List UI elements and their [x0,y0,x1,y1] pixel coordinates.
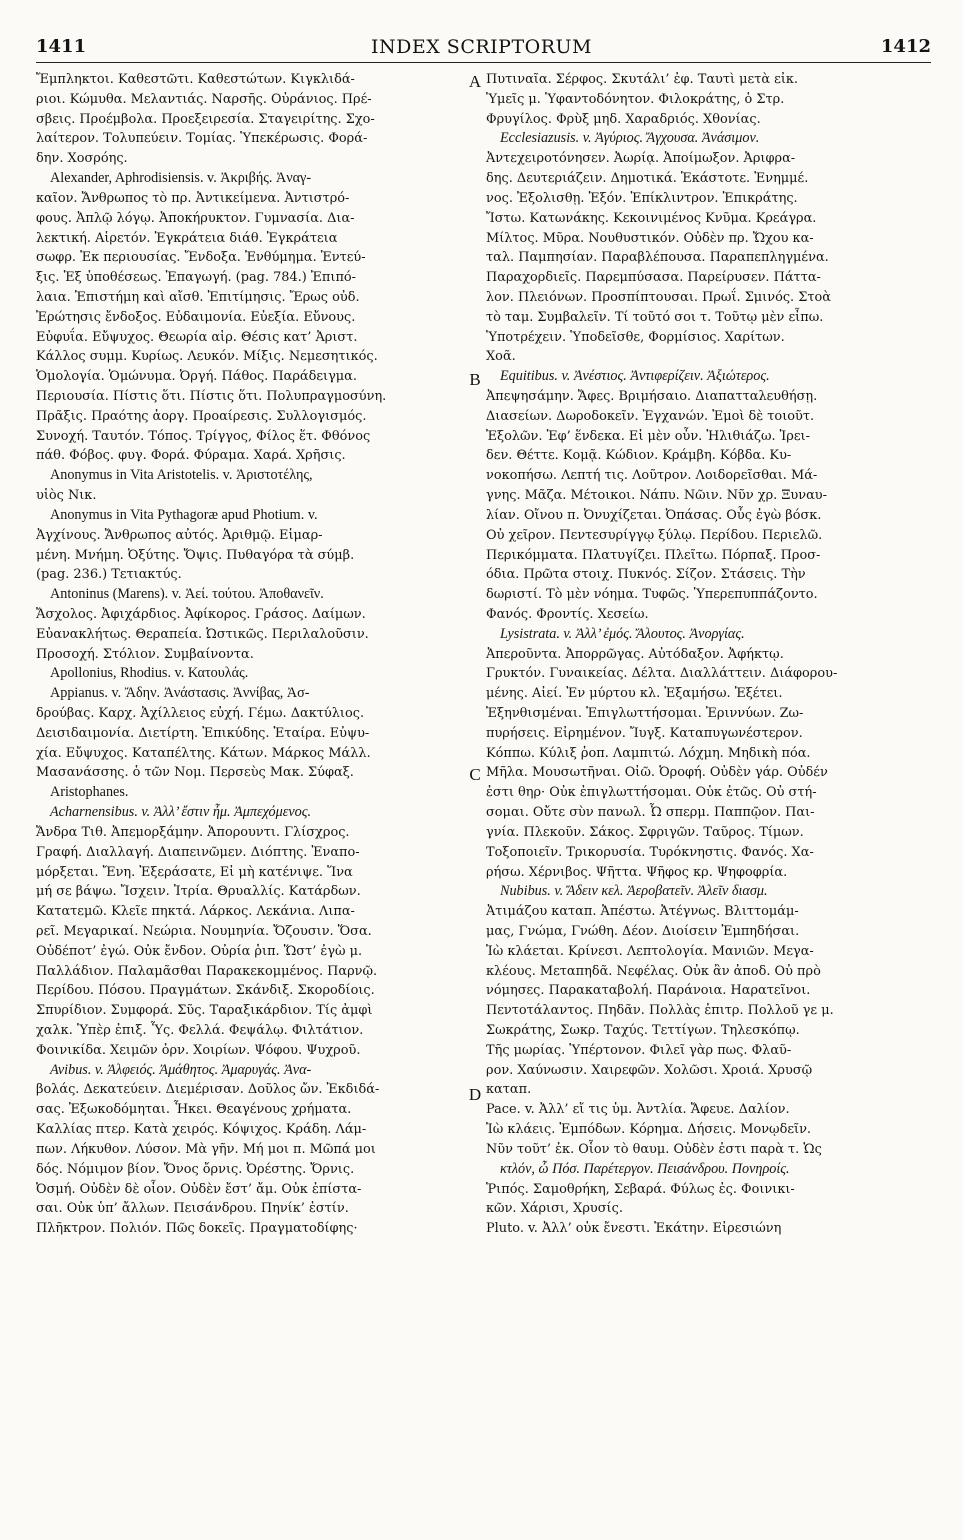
index-line: Anonymus in Vita Pythagoræ apud Photium. v. [50,506,318,523]
right-column [486,70,930,1239]
index-line: χία. Εὔψυχος. Καταπέλτης. Κάτων. Μάρκος Μάλλ. [36,745,371,761]
index-line: Ἐξηνθισμέναι. Ἐπιγλωττήσομαι. Ἐριννύων. Ζω- [486,706,804,721]
index-line: σωφρ. Ἐκ περιουσίας. Ἔνδοξα. Ἐνθύμημα. Ἐντεύ- [36,250,366,266]
index-line: Ἀτιμάζου καταπ. Ἀπέστω. Ἀτέγνως. Βλιττομάμ- [486,904,799,920]
index-line: Καλλίας πτερ. Κατὰ χειρός. Κόψιχος. Κράδη. Λάμ- [36,1122,367,1138]
index-line: καταπ. [486,1082,532,1098]
index-line: Ἴστω. Κατωνάκης. Κεκοινιμένος Κνῦμα. Κρεάγρα. [486,210,817,226]
index-line: μή σε βάψω. Ἴσχειν. Ἰτρία. Θρυαλλίς. Κατάρδων. [36,884,361,900]
index-line: Nubibus. v. Ἄδειν κελ. Ἀεροβατεῖν. Ἀλεῖν διασμ. [500,883,768,900]
index-line: Ἐξολῶν. Ἐφ’ ἕνδεκα. Εἰ μὲν οὖν. Ἠλιθιάζω. Ἱρει- [486,428,810,444]
index-line: υἱὸς Νικ. [36,488,97,504]
index-line: Μίλτος. Μῦρα. Νουθυστικόν. Οὐδὲν πρ. Ὤχου κα- [486,230,814,246]
index-line: Παλλάδιον. Παλαμᾶσθαι Παρακεκομμένος. Παρνῷ. [36,963,378,979]
index-line: κτλόν, ὦ Πόσ. Παρέτεργον. Πεισάνδρου. Πονηροίς. [500,1160,790,1177]
index-line: δεν. Θέττε. Κομᾷ. Κώδιον. Κράμβη. Κόβδα. Κυ- [486,448,792,464]
index-line: Περικόμματα. Πλατυγίζει. Πλεῖτω. Πόρπαξ. Προσ- [486,547,821,563]
index-line: σομαι. Οὔτε σὺν πανωλ. Ὦ σπερμ. Παππῷον. Παι- [486,805,815,821]
index-line: όδια. Πρῶτα στοιχ. Πυκνός. Σίζον. Στάσεις. Τὴν [486,567,806,583]
index-line: ξις. Ἐξ ὑποθέσεως. Ἐπαγωγή. (pag. 784.) Ἐπιπό- [36,270,357,286]
page-number-right: 1412 [880,36,931,57]
index-line: Εὐφυΐα. Εὔψυχος. Θεωρία αἱρ. Θέσις κατ’ Ἀριστ. [36,329,358,345]
index-line: Ὁμολογία. Ὁμώνυμα. Ὀργή. Πάθος. Παράδειγμα. [36,369,357,385]
index-line: μένη. Μνήμη. Ὀξύτης. Ὄψις. Πυθαγόρα τὰ σύμβ. [36,547,355,563]
index-line: Φανός. Φροντίς. Χεσείω. [486,606,649,622]
index-line: Πρᾶξις. Πραότης ἀοργ. Προαίρεσις. Συλλογισμός. [36,408,367,424]
index-line: μένης. Αἰεί. Ἐν μύρτου κλ. Ἐξαμήσω. Ἐξέτει. [486,686,783,702]
index-line: τὸ ταμ. Συμβαλεῖν. Τί τοῦτό σοι τ. Τοῦτῳ μὲν εἶπω. [486,309,824,325]
page-header [0,34,963,70]
index-line: σαι. Οὐκ ὑπ’ ἄλλων. Πεισάνδρου. Πηνίκ’ ἐστίν. [36,1201,349,1217]
index-line: Χοᾶ. [486,349,516,365]
index-line: Anonymus in Vita Aristotelis. v. Ἀριστοτέλης, [50,467,313,484]
index-line: Equitibus. v. Ἀνέστιος. Ἀντιφερίζειν. Ἀξιώτερος. [500,368,770,385]
section-marker-c: C [469,765,481,784]
index-line: Ἰὼ κλάεται. Κρίνεσι. Λεπτολογία. Μανιῶν. Μεγα- [486,943,814,959]
index-line: Pluto. v. Ἀλλ’ οὐκ ἔνεστι. Ἑκάτην. Εἰρεσιώνη [486,1221,782,1237]
index-line: (pag. 236.) Τετιακτύς. [36,567,182,583]
index-line: ἐστι θηρ· Οὐκ ἐπιγλωττήσομαι. Οὐκ ἐτῶς. Οὐ στή- [486,785,817,801]
index-line: Σωκράτης, Σωκρ. Ταχύς. Τεττίγων. Τηλεσκόπῳ. [486,1023,800,1038]
index-line: Ἀγχίνους. Ἄνθρωπος αὐτός. Ἀριθμῷ. Εἱμαρ- [36,527,323,543]
index-line: Φρυγίλος. Φρὺξ μηδ. Χαραδριός. Χθονίας. [486,111,761,127]
index-line: λαια. Ἐπιστήμη καὶ αἴσθ. Ἐπιτίμησις. Ἔρως οὐδ. [36,289,360,305]
section-marker-a: A [468,72,482,91]
index-line: Εὐανακλήτως. Θεραπεία. Ὠστικῶς. Περιλαλοῦσιν. [36,626,369,642]
page-number-left: 1411 [36,36,87,57]
index-line: μόρξεται. Ἔνη. Ἐξεράσατε, Εἰ μὴ κατένιψε. Ἵνα [36,864,353,880]
index-line: Ecclesiazusis. v. Ἀγύριος. Ἄγχουσα. Ἀνάσιμον. [500,130,760,147]
index-line: χαλκ. Ὑπὲρ ἐπιξ. Ὗς. Φελλά. Φεψάλῳ. Φιλτάτιον. [36,1023,364,1038]
section-marker-b: B [469,370,481,389]
index-line: Ῥιπός. Σαμοθρήκη, Σεβαρά. Φύλως ἐς. Φοινικι- [486,1181,795,1197]
index-line: Ἔμπληκτοι. Καθεστῶτι. Καθεστώτων. Κιγκλιδά- [36,72,355,87]
index-line: σβεις. Προέμβολα. Προεξειρεσία. Σταγειρίτης. Σχο- [36,111,375,127]
index-line: Σπυρίδιον. Συμφορά. Σῦς. Ταραξικάρδιον. Τίς ἀμφὶ [36,1003,373,1019]
index-line: Apollonius, Rhodius. v. Κατουλάς. [50,665,249,682]
index-line: ταλ. Παμπησίαν. Παραβλέπουσα. Παραπεπληγμένα. [486,250,829,266]
index-line: Κόππω. Κύλιξ ῥοπ. Λαμπιτώ. Λόχμη. Μηδικὴ πόα. [486,745,811,761]
index-line: ρεῖ. Μεγαρικαί. Νεώρια. Νουμηνία. Ὄζουσιν. Ὅσα. [36,923,372,939]
index-line: βολάς. Δεκατεύειν. Διεμέρισαν. Δοῦλος ὤν. Ἐκδιδά- [36,1082,380,1098]
index-line: Μῆλα. Μουσωτῆναι. Οἰῶ. Ὀροφή. Οὐδὲν γάρ. Οὐδέν [486,765,828,781]
index-line: Ἄσχολος. Ἀφιχάρδιος. Ἀφίκορος. Γράσος. Δαίμων. [36,606,366,622]
index-line: Pace. v. Ἀλλ’ εἴ τις ὑμ. Ἀντλία. Ἄφευε. Δαλίον. [486,1102,790,1118]
index-line: Antoninus (Marens). v. Ἀεί. τούτου. Ἀποθανεῖν. [50,586,324,603]
index-line: Κατατεμῶ. Κλεῖε πηκτά. Λάρκος. Λεκάνια. Λιπα- [36,904,355,920]
index-line: φους. Ἀπλῷ λόγῳ. Ἀποκήρυκτον. Γυμνασία. Δια- [36,210,355,226]
index-line: πυρήσεις. Εἰρημένον. Ἴυγξ. Καταπυγωνέστερον. [486,725,803,741]
index-line: Ὑποτρέχειν. Ὑποδεῖσθε, Φορμίσιος. Χαρίτων. [486,329,785,345]
index-line: λαίτερον. Τολυπεύειν. Τομίας. Ὑπεκέρωσις. Φορά- [36,131,368,147]
index-line: μας, Γνώμα, Γνώθη. Δέον. Διοίσειν Ἐμπηδήσαι. [486,923,800,939]
index-line: Πεντοτάλαντος. Πηδᾶν. Πολλὰς ἐπιτρ. Πολλοῦ γε μ. [486,1003,834,1019]
index-line: Avibus. v. Ἀλφειός. Ἀμάθητος. Ἀμαρυγάς. Ἀνα- [50,1061,312,1078]
index-line: καῖον. Ἄνθρωπος τὸ πρ. Ἀντικείμενα. Ἀντιστρό- [36,190,350,206]
index-line: Γρυκτόν. Γυναικείας. Δέλτα. Διαλλάττειν. Διάφορου- [486,666,838,682]
index-line: λίαν. Οἴνου π. Ὀνυχίζεται. Ὀπάσας. Οὖς ἐγὼ βόσκ. [486,507,822,523]
index-line: Οὐδέποτ’ ἐγώ. Οὐκ ἔνδον. Οὐρία ῥιπ. Ὥστ’ ἐγὼ μ. [36,943,363,959]
index-line: Συνοχή. Ταυτόν. Τόπος. Τρίγγος, Φίλος ἕτ. Φθόνος [36,428,371,444]
index-line: δρούβας. Καρχ. Ἀχίλλειος εὐχή. Γέμω. Δακτύλιος. [36,706,365,721]
index-line: Διασείων. Δωροδοκεῖν. Ἐγχανών. Ἐμοὶ δὲ τοιοῦτ. [486,408,815,424]
index-line: γνία. Πλεκοῦν. Σάκος. Σφριγῶν. Ταῦρος. Τίμων. [486,824,804,840]
index-line: Φοινικίδα. Χειμῶν ὀρν. Χοιρίων. Ψόφου. Ψυχροῦ. [36,1042,361,1058]
running-title: INDEX SCRIPTORUM [371,36,592,58]
index-line: Προσοχή. Στόλιον. Συμβαίνοντα. [36,646,254,662]
index-line: Παραχορδιεῖς. Παρεμπύσασα. Παρείρυσεν. Πάττα- [486,270,821,286]
index-line: δην. Χοσρόης. [36,151,128,167]
section-marker-d: D [468,1085,482,1104]
index-line: δης. Δευτεριάζειν. Δημοτικά. Ἑκάστοτε. Ἐνημμέ. [486,171,809,187]
index-line: Ἀπεροῦντα. Ἀπορρῶγας. Αὐτόδαξον. Ἀφήκτῳ. [486,646,784,662]
index-line: Τῆς μωρίας. Ὑπέρτονον. Φιλεῖ γὰρ πως. Φλαῦ- [486,1042,792,1058]
index-line: νόμησες. Παρακαταβολή. Παράνοια. Ηαρατεῖνοι. [486,983,811,999]
index-line: νοκοπήσω. Λεπτή τις. Λοῦτρον. Λοιδορεῖσθαι. Μά- [486,468,818,484]
index-line: Ἄνδρα Τιθ. Ἀπεμορξάμην. Ἀπορουντι. Γλίσχρος. [36,824,350,840]
index-line: Πλῆκτρον. Πολιόν. Πῶς δοκεῖς. Πραγματοδίφης· [36,1221,358,1237]
index-line: ριοι. Κώμυθα. Μελαντιάς. Ναρσῆς. Οὐράνιος. Πρέ- [36,91,372,107]
index-line: ρήσω. Χέρνιβος. Ψῆττα. Ψῆφος κρ. Ψηφοφρία. [486,864,788,880]
index-line: Ἀντεχειροτόνησεν. Ἀωρίᾳ. Ἀποίμωξον. Ἀριφρα- [486,151,796,167]
index-line: ρον. Χαύνωσιν. Χαιρεφῶν. Χολῶσι. Χροιά. Χρυσῷ [486,1062,813,1078]
index-line: Πυτιναῖα. Σέρφος. Σκυτάλι’ ἐφ. Ταυτὶ μετὰ εἰκ. [486,72,799,87]
index-line: κλέους. Μεταπηδᾶ. Νεφέλας. Οὐκ ἂν ἀποδ. Οὐ πρὸ [486,963,821,979]
index-line: Acharnensibus. v. Ἀλλ’ ἔστιν ἦμ. Ἀμπεχόμενος. [50,804,312,821]
index-line: Μασανάσσης. ὁ τῶν Νομ. Περσεὺς Μακ. Σύφαξ. [36,765,354,781]
index-line: Lysistrata. v. Ἀλλ’ ἐμός. Ἄλουτος. Ἀνοργίας. [500,625,745,642]
index-line: Alexander, Aphrodisiensis. v. Ἀκριβής. Ἀναγ- [50,170,312,187]
index-line: Περιουσία. Πίστις ὅτι. Πίστις ὅτι. Πολυπραγμοσύνη. [36,389,387,404]
index-line: Τοξοποιεῖν. Τρικορυσία. Τυρόκνηστις. Φανός. Χα- [486,844,814,860]
index-line: Ἀπεψησάμην. Ἄφες. Βριμήσαιο. Διαπατταλευθήσῃ. [486,389,818,404]
left-column [36,70,466,1239]
index-line: λεκτική. Αἱρετόν. Ἐγκράτεια διάθ. Ἐγκράτεια [36,230,338,246]
header-rule [36,62,931,63]
index-line: Κάλλος συμμ. Κυρίως. Λευκόν. Μίξις. Νεμεσητικός. [36,349,378,365]
index-line: Ὀσμή. Οὐδὲν δὲ οἷον. Οὐδὲν ἔστ’ ἄμ. Οὐκ ἐπίστα- [36,1181,362,1197]
index-line: Γραφή. Διαλλαγή. Διαπεινῶμεν. Διόπτης. Ἐναπο- [36,844,360,860]
index-line: Οὐ χεῖρον. Πεντεσυρίγγῳ ξύλῳ. Περίδου. Περιελῶ. [486,527,823,543]
index-line: Περίδου. Πόσου. Πραγμάτων. Σκάνδιξ. Σκοροδίοις. [36,983,375,999]
index-line: Ἐρώτησις ἔνδοξος. Εὐδαιμονία. Εὐεξία. Εὔνους. [36,309,356,325]
index-line: δός. Νόμιμον βίον. Ὄνος ὄρνις. Ὀρέστης. Ὄρνις. [36,1161,355,1177]
index-line: κῶν. Χάρισι, Χρυσίς. [486,1201,623,1217]
index-line: Νῦν τοῦτ’ ἐκ. Οἷον τὸ θαυμ. Οὐδὲν ἐστι παρὰ τ. Ὡς [486,1141,822,1157]
index-line: πάθ. Φόβος. φυγ. Φορά. Φύραμα. Χαρά. Χρῆσις. [36,448,346,464]
index-line: λον. Πλειόνων. Προσπίπτουσαι. Πρωΐ. Σμινός. Στοὰ [486,289,831,305]
index-line: νος. Ἐξολισθῃ. Ἐξόν. Ἐπίκλιντρον. Ἐπικράτης. [486,190,798,206]
index-line: πων. Λήκυθον. Λύσον. Μὰ γῆν. Μή μοι π. Μῶπά μοι [36,1141,376,1157]
index-line: Aristophanes. [50,784,129,801]
index-line: σας. Ἐξωκοδόμηται. Ἧκει. Θεαγένους χρήματα. [36,1102,352,1118]
index-line: Δεισιδαιμονία. Διετίρτη. Ἐπικύδης. Ἑταίρα. Εὐψυ- [36,725,370,741]
index-line: δωριστί. Τὸ μὲν νόημα. Τυφῶς. Ὑπερεπυππάζοντο. [486,587,818,603]
index-line: Ἰὼ κλάεις. Ἐμπόδων. Κόρημα. Δήσεις. Μονῳδεῖν. [486,1122,811,1138]
index-line: γνης. Μᾶζα. Μέτοικοι. Νάπυ. Νῶιν. Νῦν χρ. Ξυναυ- [486,488,827,504]
index-line: Ὑμεῖς μ. Ὑφαντοδόνητον. Φιλοκράτης, ὁ Στρ. [486,91,785,107]
index-line: Appianus. v. Ἄδην. Ἀνάστασις. Ἀννίβας, Ἀσ- [50,685,310,702]
